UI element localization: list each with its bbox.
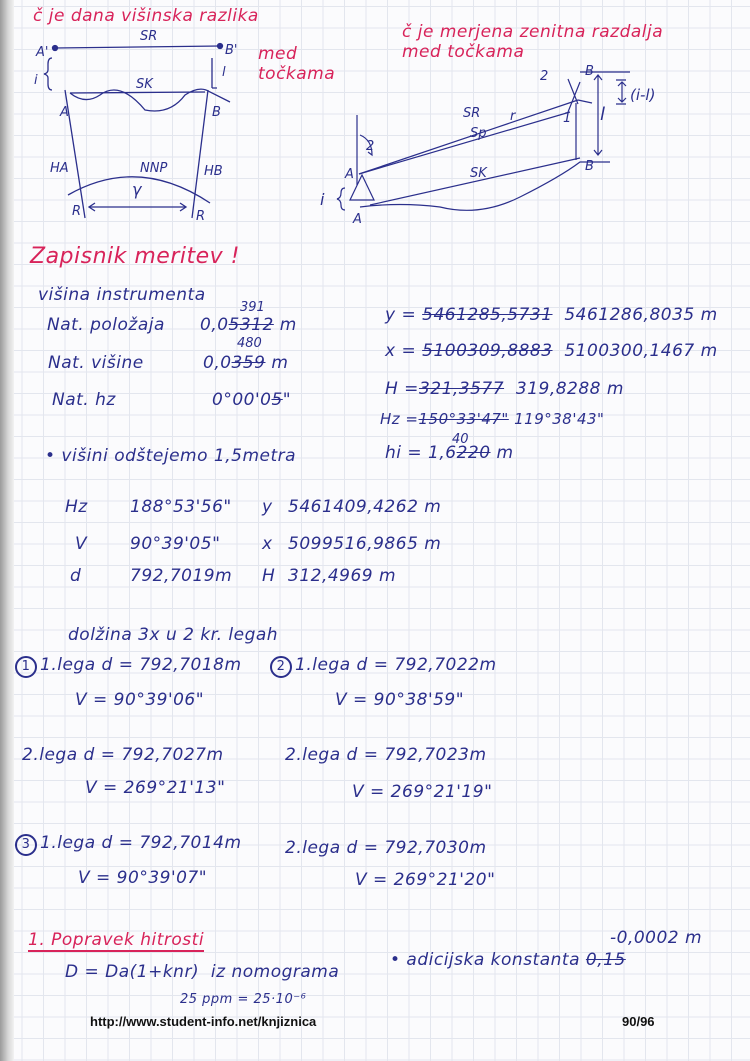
correction-formula: D = Da(1+knr) iz nomograma xyxy=(65,962,340,982)
instrument-heading: višina instrumenta xyxy=(38,285,206,305)
coord-row: y = 5461285,5731 5461286,8035 m xyxy=(385,305,718,325)
label-l: l xyxy=(600,104,606,125)
row-value: 0,05312 m xyxy=(200,315,297,335)
meas-coord-value: 312,4969 m xyxy=(288,566,397,586)
row-value: 0°00'05" xyxy=(212,390,292,410)
right-title-line1: č je merjena zenitna razdalja xyxy=(402,22,664,42)
label-sr: SR xyxy=(463,106,481,121)
meas-label: V xyxy=(75,534,88,554)
meas-coord-value: 5461409,4262 m xyxy=(288,497,442,517)
set3-first-d: 3 1.lega d = 792,7014m xyxy=(15,833,242,856)
set2-second-v: V = 269°21'19" xyxy=(352,782,493,802)
right-diagram xyxy=(337,72,630,210)
meas-label: d xyxy=(70,566,82,586)
row-label: Nat. višine xyxy=(48,353,144,373)
meas-value: 90°39'05" xyxy=(130,534,221,554)
set1-first-v: V = 90°39'06" xyxy=(75,690,205,710)
geometry-diagrams xyxy=(0,0,750,240)
correction-title: 1. Popravek hitrosti xyxy=(28,930,205,950)
set2-first-v: V = 90°38'59" xyxy=(335,690,465,710)
label-r-left: R xyxy=(72,204,82,219)
coord-row: x = 5100309,8883 5100300,1467 m xyxy=(385,341,718,361)
footer-url[interactable]: http://www.student-info.net/knjiznica xyxy=(90,1014,317,1029)
label-b-prime: B' xyxy=(225,43,238,58)
coord-row: hi = 1,6220 m xyxy=(385,443,514,463)
instrument-note: • višini odštejemo 1,5metra xyxy=(45,446,297,466)
row-value: 0,0359 m xyxy=(203,353,289,373)
set1-first-d: 1 1.lega d = 792,7018m xyxy=(15,655,242,678)
label-gamma: γ xyxy=(132,180,142,199)
label-b-top: B xyxy=(585,64,594,79)
label-a: A xyxy=(60,105,69,120)
meas-coord-value: 5099516,9865 m xyxy=(288,534,442,554)
set2-second-d: 2.lega d = 792,7023m xyxy=(285,745,487,765)
label-ha: HA xyxy=(50,161,69,176)
label-i: i xyxy=(320,190,325,209)
label-r-right: R xyxy=(196,209,206,224)
record-title: Zapisnik meritev ! xyxy=(30,244,240,269)
label-sk: SK xyxy=(136,77,153,92)
additive-constant: • adicijska konstanta 0,15 xyxy=(390,950,626,970)
label-nnp: NNP xyxy=(140,161,168,176)
set3-first-v: V = 90°39'07" xyxy=(78,868,208,888)
coord-row: H =321,3577 319,8288 m xyxy=(385,379,624,399)
label-b: B xyxy=(212,105,221,120)
correction-ppm: 25 ppm = 25·10⁻⁶ xyxy=(180,992,307,1007)
label-l: l xyxy=(222,65,226,80)
meas-value: 188°53'56" xyxy=(130,497,232,517)
label-sp: Sp xyxy=(470,126,487,141)
set3-second-v: V = 269°21'20" xyxy=(355,870,496,890)
set1-second-d: 2.lega d = 792,7027m xyxy=(22,745,224,765)
additive-value: -0,0002 m xyxy=(610,928,703,948)
label-a-prime: A' xyxy=(36,45,49,60)
label-b-bottom: B xyxy=(585,159,594,174)
label-point-2: 2 xyxy=(540,69,549,84)
lengths-heading: dolžina 3x u 2 kr. legah xyxy=(68,625,279,645)
right-diagram-labels xyxy=(320,64,655,227)
label-a: A xyxy=(345,167,354,182)
meas-coord-label: x xyxy=(262,534,273,554)
set2-first-d: 2 1.lega d = 792,7022m xyxy=(270,655,497,678)
row-label: Nat. hz xyxy=(52,390,116,410)
page-number: 90/96 xyxy=(622,1014,655,1029)
label-a-bottom: A xyxy=(353,212,362,227)
left-diagram-labels xyxy=(34,29,238,224)
meas-coord-label: y xyxy=(262,497,273,517)
label-angle-2: 2 xyxy=(366,139,375,154)
label-r: r xyxy=(510,109,516,124)
set1-second-v: V = 269°21'13" xyxy=(85,778,226,798)
meas-coord-label: H xyxy=(262,566,276,586)
meas-value: 792,7019m xyxy=(130,566,233,586)
row-label: Nat. položaja xyxy=(47,315,165,335)
row-correction: 480 xyxy=(237,336,262,351)
row-correction: 391 xyxy=(240,300,265,315)
label-i: i xyxy=(34,73,38,88)
meas-label: Hz xyxy=(65,497,88,517)
left-title: č je dana višinska razlika xyxy=(33,6,259,26)
coord-row: Hz =150°33'47" 119°38'43" xyxy=(380,410,605,428)
set3-second-d: 2.lega d = 792,7030m xyxy=(285,838,487,858)
hi-correction: 40 xyxy=(452,432,469,447)
label-point-1: 1 xyxy=(563,111,572,126)
label-i-minus-l: (i-l) xyxy=(630,86,656,104)
left-title-cont: med točkama xyxy=(258,44,336,84)
label-sk: SK xyxy=(470,166,487,181)
label-hb: HB xyxy=(204,164,223,179)
right-title-line2: med točkama xyxy=(402,42,525,62)
label-sr: SR xyxy=(140,29,158,44)
